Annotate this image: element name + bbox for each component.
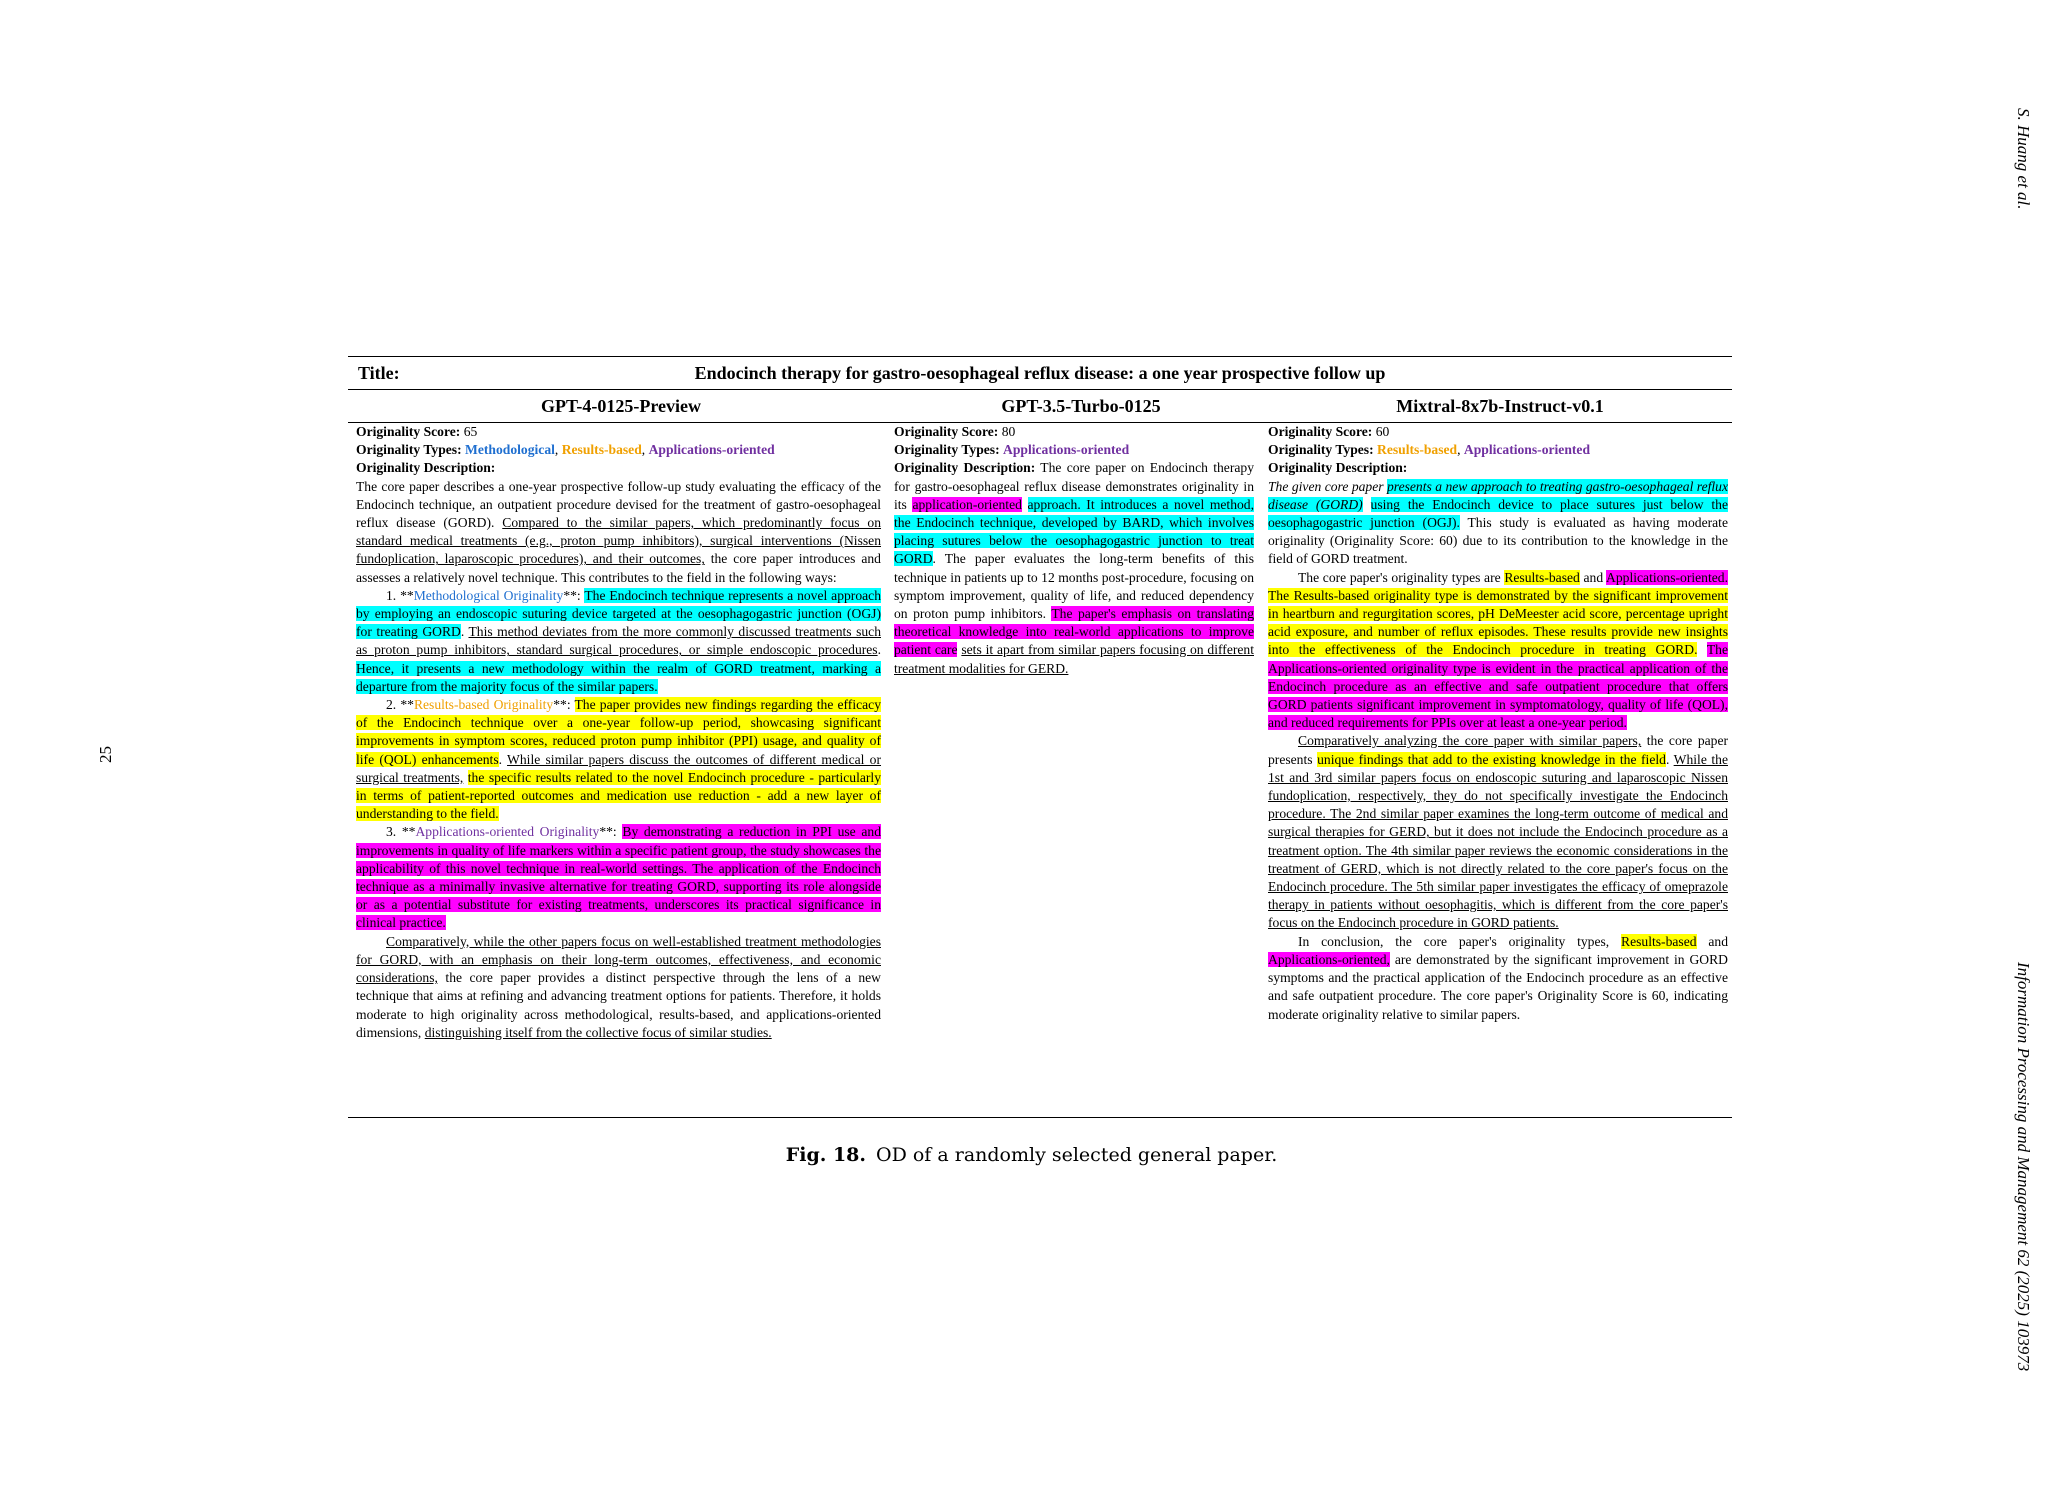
running-header <box>2005 0 2045 1512</box>
types-label: Originality Types: <box>1268 442 1374 458</box>
types-label: Originality Types: <box>356 442 462 458</box>
comparison-table <box>348 356 1732 1118</box>
mixtral-score: 60 <box>1375 424 1390 439</box>
caption-text: OD of a randomly selected general paper. <box>876 1144 1278 1166</box>
gpt4-item-2: 2. **Results-based Originality**: The paper provides new findings regarding the efficacy of the Endocinch technique over a one-year follow-up period, showcasing significant improvements in symptom scores, reduced proton pump inhibitor (PPI) usage, and quality of life (QOL) enhancements. While similar papers discuss the outcomes of different medical or surgical treatments, the specific results related to the novel Endocinch procedure - particularly in terms of patient-reported outcomes and medication use reduction - add a new layer of understanding to the field. <box>356 697 882 822</box>
mixtral-paragraph-3: Comparatively analyzing the core paper with similar papers, the core paper presents unique findings that add to the existing knowledge in the field. While the 1st and 3rd similar papers focus on endoscopic suturing and laparoscopic Nissen fundoplication, respectively, they do not specifically investigate the Endocinch procedure. The 2nd similar paper examines the long-term outcome of medical and surgical therapies for GERD, but it does not include the Endocinch procedure as a treatment option. The 4th similar paper reviews the economic considerations in the treatment of GERD, which is not directly related to the core paper's focus on the Endocinch procedure. The 5th similar paper investigates the efficacy of omeprazole therapy in patients without oesophagitis, which is different from the core paper's focus on the Endocinch procedure in GORD patients. <box>1268 733 1729 931</box>
author-header: S. Huang et al. <box>2014 108 2033 210</box>
gpt4-score: 65 <box>463 424 478 439</box>
gpt4-paragraph-1: The core paper describes a one-year prospective follow-up study evaluating the efficacy of the Endocinch technique, an outpatient procedure devised for the treatment of gastro-oesophageal reflux disease (GORD). Compared to the similar papers, which predominantly focus on standard medical treatments (e.g., proton pump inhibitors), surgical interventions (Nissen fundoplication, laparoscopic procedures), and their outcomes, the core paper introduces and assesses a relatively novel technique. This contributes to the field in the following ways: <box>356 478 882 585</box>
score-label: Originality Score: <box>356 424 461 439</box>
title-label: Title: <box>358 362 400 383</box>
gpt4-paragraph-last: Comparatively, while the other papers focus on well-established treatment methodologies for GORD, with an emphasis on their long-term outcomes, effectiveness, and economic considerations, the core paper provides a distinct perspective through the lens of a new technique that aims at refining and advancing treatment options for patients. Therefore, it holds moderate to high originality across methodological, results-based, and applications-oriented dimensions, distinguishing itself from the collective focus of similar studies. <box>356 933 881 1040</box>
page-number: 25 <box>96 746 115 763</box>
gpt4-item-1: 1. **Methodological Originality**: The Endocinch technique represents a novel approach by employing an endoscopic suturing device targeted at the oesophagogastric junction (OGJ) for treating GORD. This method deviates from the more commonly discussed treatments such as proton pump inhibitors, standard surgical procedures, or simple endoscopic procedures. Hence, it presents a new methodology within the realm of GORD treatment, marking a departure from the majority focus of the similar papers. <box>356 587 881 694</box>
type-methodological: Methodological <box>465 442 555 458</box>
type-apps: Applications-oriented <box>1463 442 1591 458</box>
figure-caption <box>0 1144 2063 1166</box>
header-gpt35: GPT-3.5-Turbo-0125 <box>1001 395 1161 416</box>
mixtral-paragraph-4: In conclusion, the core paper's originality types, Results-based and Applications-oriented, are demonstrated by the significant improvement in GORD symptoms and the practical application of the Endocinch procedure as an effective and safe outpatient procedure. The core paper's Originality Score is 60, indicating moderate originality relative to similar papers. <box>1268 933 1728 1022</box>
description-label: Originality Description: <box>356 460 496 476</box>
mixtral-paragraph-2: The core paper's originality types are Results-based and Applications-oriented. The Results-based originality type is demonstrated by the significant improvement in heartburn and regurgitation scores, pH DeMeester acid score, percentage upright acid exposure, and number of reflux episodes. These results provide new insights into the effectiveness of the Endocinch procedure in treating GORD. The Applications-oriented originality type is evident in the practical application of the Endocinch procedure as an effective and safe outpatient procedure that offers GORD patients significant improvement in symptomatology, quality of life (QOL), and reduced requirements for PPIs over at least a one-year period. <box>1268 569 1728 731</box>
journal-header: Information Processing and Management 62 (2025) 103973 <box>2014 962 2033 1372</box>
figure-label: Fig. 18. <box>785 1144 867 1166</box>
column-headers <box>348 390 1732 423</box>
types-label: Originality Types: <box>894 442 1000 458</box>
type-apps: Applications-oriented <box>1003 442 1130 458</box>
paper-title: Endocinch therapy for gastro-oesophageal reflux disease: a one year prospective follow up <box>694 362 1386 383</box>
mixtral-paragraph-1: The given core paper presents a new approach to treating gastro-oesophageal reflux disease (GORD) using the Endocinch device to place sutures just below the oesophagogastric junction (OGJ). This study is evaluated as having moderate originality (Originality Score: 60) due to its contribution to the knowledge in the field of GORD treatment. <box>1268 478 1728 567</box>
score-label: Originality Score: <box>1268 424 1373 439</box>
type-results: Results-based <box>561 442 642 458</box>
gpt4-item-3: 3. **Applications-oriented Originality**: By demonstrating a reduction in PPI use and improvements in quality of life markers within a specific patient group, the study showcases the applicability of this novel technique in real-world settings. The application of the Endocinch technique as a minimally invasive alternative for treating GORD, supporting its role alongside or as a potential substitute for existing treatments, underscores its practical significance in clinical practice. <box>356 824 882 931</box>
type-apps: Applications-oriented <box>648 442 775 458</box>
mixtral-column: Originality Score: 60 Originality Types: Results-based, Applications-oriented Originality Description: The given core paper presents a new approach to treating gastro-oesophageal reflux disease (GORD) using the Endocinch device to place sutures just below the oesophagogastric junction (OGJ). This study is evaluated as having moderate originality (Originality Score: 60) due to its contribution to the knowledge in the field of GORD treatment. The core paper's originality types are Results-based and Applications-oriented. The Results-based originality type is demonstrated by the significant improvement in heartburn and regurgitation scores, pH DeMeester acid score, percentage upright acid exposure, and number of reflux episodes. These results provide new insights into the effectiveness of the Endocinch procedure in treating GORD. The Applications-oriented originality type is evident in the practical application of the Endocinch procedure as an effective and safe outpatient procedure that offers GORD patients significant improvement in symptomatology, quality of life (QOL), and reduced requirements for PPIs over at least a one-year period. Comparatively analyzing the core paper with similar papers, the core paper presents unique findings that add to the existing knowledge in the field. While the 1st and 3rd similar papers focus on endoscopic suturing and laparoscopic Nissen fundoplication, respectively, they do not specifically investigate the Endocinch procedure. The 2nd similar paper examines the long-term outcome of medical and surgical therapies for GERD, but it does not include the Endocinch procedure as a treatment option. The 4th similar paper reviews the economic considerations in the treatment of GERD, which is not directly related to the core paper's focus on the Endocinch procedure. The 5th similar paper investigates the efficacy of omeprazole therapy in patients without oesophagitis, which is different from the core paper's focus on the Endocinch procedure in GORD patients. In conclusion, the core paper's originality types, Results-based and Applications-oriented, are demonstrated by the significant improvement in GORD symptoms and the practical application of the Endocinch procedure as an effective and safe outpatient procedure. The core paper's Originality Score is 60, indicating moderate originality relative to similar papers. <box>1268 423 1728 1117</box>
header-gpt4: GPT-4-0125-Preview <box>541 395 701 416</box>
table-title-row <box>348 356 1732 390</box>
header-mixtral: Mixtral-8x7b-Instruct-v0.1 <box>1396 395 1604 416</box>
gpt4-column: Originality Score: 65 Originality Types: Methodological, Results-based, Applications-oriented Originality Description: The core paper describes a one-year prospective follow-up study evaluating the efficacy of the Endocinch technique, an outpatient procedure devised for the treatment of gastro-oesophageal reflux disease (GORD). Compared to the similar papers, which predominantly focus on standard medical treatments (e.g., proton pump inhibitors), surgical interventions (Nissen fundoplication, laparoscopic procedures), and their outcomes, the core paper introduces and assesses a relatively novel technique. This contributes to the field in the following ways: 1. **Methodological Originality**: The Endocinch technique represents a novel approach by employing an endoscopic suturing device targeted at the oesophagogastric junction (OGJ) for treating GORD. This method deviates from the more commonly discussed treatments such as proton pump inhibitors, standard surgical procedures, or simple endoscopic procedures. Hence, it presents a new methodology within the realm of GORD treatment, marking a departure from the majority focus of the similar papers. 2. **Results-based Originality**: The paper provides new findings regarding the efficacy of the Endocinch technique over a one-year follow-up period, showcasing significant improvements in symptom scores, reduced proton pump inhibitor (PPI) usage, and quality of life (QOL) enhancements. While similar papers discuss the outcomes of different medical or surgical treatments, the specific results related to the novel Endocinch procedure - particularly in terms of patient-reported outcomes and medication use reduction - add a new layer of understanding to the field. 3. **Applications-oriented Originality**: By demonstrating a reduction in PPI use and improvements in quality of life markers within a specific patient group, the study showcases the applicability of this novel technique in real-world settings. The application of the Endocinch technique as a minimally invasive alternative for treating GORD, supporting its role alongside or as a potential substitute for existing treatments, underscores its practical significance in clinical practice. Comparatively, while the other papers focus on well-established treatment methodologies for GORD, with an emphasis on their long-term outcomes, effectiveness, and economic considerations, the core paper provides a distinct perspective through the lens of a new technique that aims at refining and advancing treatment options for patients. Therefore, it holds moderate to high originality across methodological, results-based, and applications-oriented dimensions, distinguishing itself from the collective focus of similar studies. <box>356 423 881 1117</box>
score-label: Originality Score: <box>894 424 999 439</box>
gpt35-column <box>894 423 1254 1117</box>
description-label: Originality Description: <box>1268 460 1408 476</box>
type-results: Results-based <box>1377 442 1458 458</box>
gpt35-description: Originality Description: The core paper on Endocinch therapy for gastro-oesophageal reflux disease demonstrates originality in its application-oriented approach. It introduces a novel method, the Endocinch technique, developed by BARD, which involves placing sutures below the oesophagogastric junction to treat GORD. The paper evaluates the long-term benefits of this technique in patients up to 12 months post-procedure, focusing on symptom improvement, quality of life, and reduced dependency on proton pump inhibitors. The paper's emphasis on translating theoretical knowledge into real-world applications to improve patient care sets it apart from similar papers focusing on different treatment modalities for GERD. <box>894 460 1254 676</box>
gpt35-score: 80 <box>1001 424 1016 439</box>
